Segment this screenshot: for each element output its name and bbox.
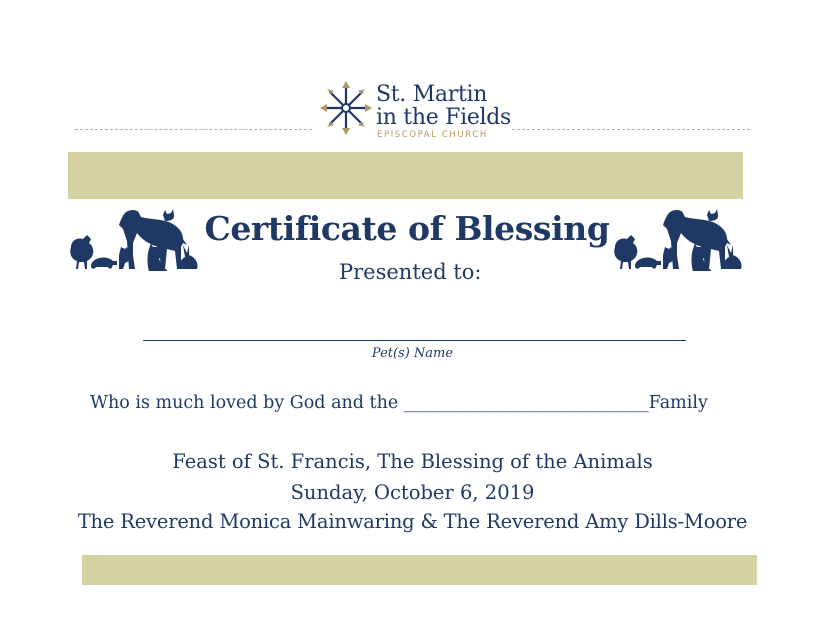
family-name-blank[interactable]: ____________________________ xyxy=(403,393,649,413)
loved-by-line xyxy=(90,393,708,413)
compass-cross-logo-icon xyxy=(320,80,372,136)
animal-silhouettes-icon-left xyxy=(67,207,201,277)
presented-to-label: Presented to: xyxy=(339,260,482,284)
loved-prefix: Who is much loved by God and the xyxy=(90,393,399,413)
clergy-line: The Reverend Monica Mainwaring & The Reverend Amy Dills-Moore xyxy=(77,510,748,533)
logo-line-3: EPISCOPAL CHURCH xyxy=(377,130,488,140)
animal-silhouettes-icon xyxy=(67,207,201,273)
header-dashed-rule-right xyxy=(512,129,750,130)
pet-name-line[interactable] xyxy=(143,340,686,341)
pet-name-label: Pet(s) Name xyxy=(371,346,454,361)
logo-line-1: St. Martin xyxy=(376,82,488,107)
event-date: Sunday, October 6, 2019 xyxy=(290,481,535,504)
logo-line-2: in the Fields xyxy=(376,105,512,130)
loved-suffix: Family xyxy=(648,393,708,413)
certificate-title: Certificate of Blessing xyxy=(204,209,610,248)
bottom-decorative-band xyxy=(82,555,757,585)
top-decorative-band xyxy=(68,152,743,199)
feast-line: Feast of St. Francis, The Blessing of the Animals xyxy=(172,450,653,473)
header-dashed-rule-left xyxy=(75,129,312,130)
